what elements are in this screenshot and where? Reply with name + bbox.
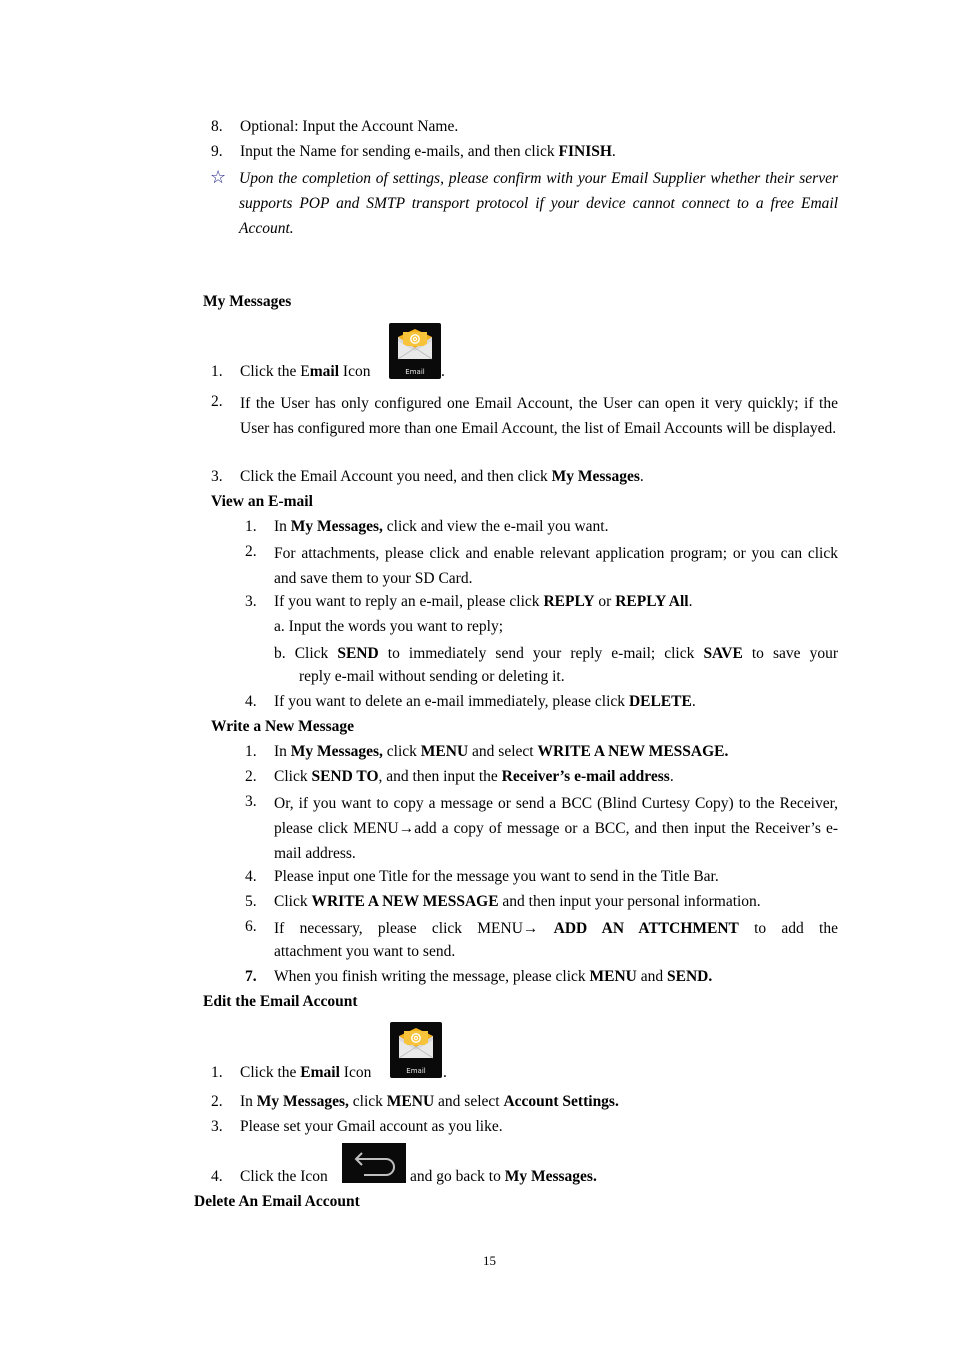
list-number: 4. xyxy=(245,868,257,885)
section-heading: Edit the Email Account xyxy=(203,993,358,1010)
list-item: Please input one Title for the message you want to send in the Title Bar. xyxy=(274,868,719,885)
section-heading: Delete An Email Account xyxy=(194,1193,360,1210)
list-item: Please set your Gmail account as you like. xyxy=(240,1118,503,1135)
list-item: In My Messages, click MENU and select WRITE A NEW MESSAGE. xyxy=(274,743,729,760)
envelope-icon xyxy=(397,328,433,360)
list-number: 3. xyxy=(211,468,223,485)
section-heading: My Messages xyxy=(203,293,292,310)
list-item: If you want to delete an e-mail immediately, please click DELETE. xyxy=(274,693,696,710)
list-item-continuation: and go back to My Messages. xyxy=(410,1168,597,1185)
list-number: 8. xyxy=(211,118,223,135)
list-number: 2. xyxy=(245,543,257,560)
list-number: 6. xyxy=(245,918,257,935)
list-item: Click the Email Account you need, and then click My Messages. xyxy=(240,468,644,485)
list-item: In My Messages, click MENU and select Account Settings. xyxy=(240,1093,619,1110)
list-number: 3. xyxy=(211,1118,223,1135)
list-number: 5. xyxy=(245,893,257,910)
list-number: 7. xyxy=(245,968,257,985)
envelope-icon xyxy=(398,1027,434,1059)
list-number: 2. xyxy=(245,768,257,785)
email-app-icon xyxy=(390,1022,442,1078)
list-item: Click the Icon xyxy=(240,1168,328,1185)
list-item: Or, if you want to copy a message or send a BCC (Blind Curtesy Copy) to the Receiver, please click MENU→add a copy of message or a BCC, and then input the Receiver’s e-mail address. xyxy=(274,795,838,862)
icon-label: Email xyxy=(405,368,425,376)
list-item: If necessary, please click MENU→ ADD AN ATTCHMENT to add the xyxy=(274,920,838,937)
list-item: Click the Email Icon xyxy=(240,363,371,380)
list-item: For attachments, please click and enable relevant application program; or you can click and save them to your SD Card. xyxy=(274,545,838,587)
note-text: Upon the completion of settings, please confirm with your Email Supplier whether their server supports POP and SMTP transport protocol if your device cannot connect to a free Email Account. xyxy=(239,170,838,237)
section-heading: View an E-mail xyxy=(211,493,313,510)
list-number: 4. xyxy=(245,693,257,710)
back-arrow-icon xyxy=(342,1143,406,1183)
punctuation: . xyxy=(443,1064,447,1081)
punctuation: . xyxy=(441,363,445,380)
list-number: 2. xyxy=(211,1093,223,1110)
list-item: Click WRITE A NEW MESSAGE and then input your personal information. xyxy=(274,893,761,910)
sub-item: b. Click SEND to immediately send your reply e-mail; click SAVE to save your xyxy=(274,645,838,662)
back-arrow-glyph xyxy=(342,1143,406,1183)
sub-item: a. Input the words you want to reply; xyxy=(274,618,504,635)
list-item: When you finish writing the message, please click MENU and SEND. xyxy=(274,968,713,985)
list-item: In My Messages, click and view the e-mail you want. xyxy=(274,518,609,535)
list-number: 1. xyxy=(211,1064,223,1081)
list-number: 1. xyxy=(245,743,257,760)
email-app-icon xyxy=(389,323,441,379)
list-number: 9. xyxy=(211,143,223,160)
list-item: Click SEND TO, and then input the Receiver’s e-mail address. xyxy=(274,768,674,785)
list-number: 4. xyxy=(211,1168,223,1185)
list-item: If you want to reply an e-mail, please click REPLY or REPLY All. xyxy=(274,593,693,610)
star-outline-icon: ☆ xyxy=(210,167,227,188)
list-number: 3. xyxy=(245,793,257,810)
section-heading: Write a New Message xyxy=(211,718,355,735)
list-item: Input the Name for sending e-mails, and then click FINISH. xyxy=(240,143,616,160)
list-item: Optional: Input the Account Name. xyxy=(240,118,459,135)
list-item: If the User has only configured one Email Account, the User can open it very quickly; if the User has configured more than one Email Account, the list of Email Accounts will be displayed. xyxy=(240,395,838,437)
icon-label: Email xyxy=(406,1067,426,1075)
list-number: 3. xyxy=(245,593,257,610)
list-number: 2. xyxy=(211,393,223,410)
list-item: Click the Email Icon xyxy=(240,1064,372,1081)
list-item-continuation: attachment you want to send. xyxy=(274,943,456,960)
page-number: 15 xyxy=(483,1253,496,1268)
list-number: 1. xyxy=(211,363,223,380)
list-number: 1. xyxy=(245,518,257,535)
sub-item-continuation: reply e-mail without sending or deleting it. xyxy=(299,668,565,685)
